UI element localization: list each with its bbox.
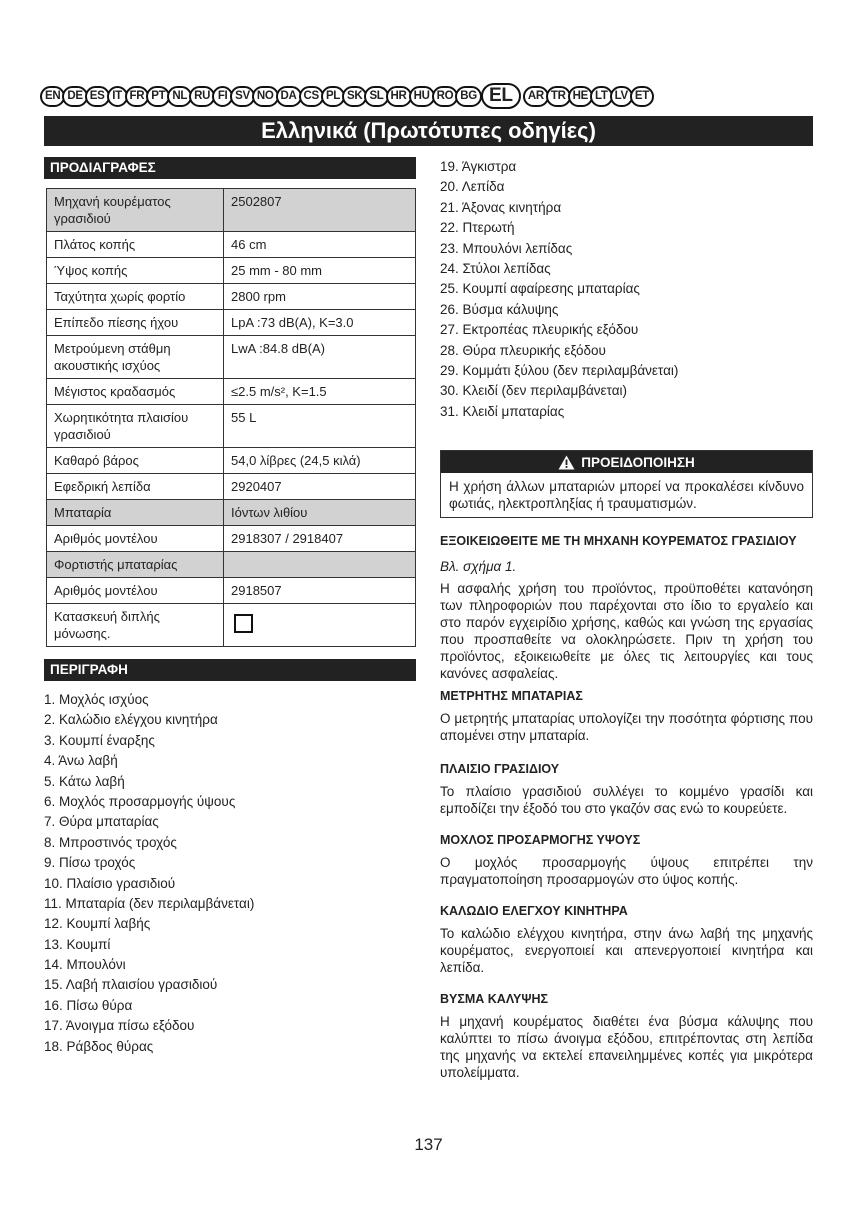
description-heading: ΠΕΡΙΓΡΑΦΗ	[44, 659, 416, 681]
double-insulation-icon	[234, 614, 253, 633]
list-item: 17. Άνοιγμα πίσω εξόδου	[44, 1018, 195, 1034]
list-item: 23. Μπουλόνι λεπίδας	[440, 240, 573, 256]
list-item: 26. Βύσμα κάλυψης	[440, 301, 559, 317]
lang-pill[interactable]: FI	[212, 86, 233, 107]
section-text: Το καλώδιο ελέγχου κινητήρα, στην άνω λαβή της μηχανής κουρέματος, ενεργοποιεί και απενεργοποιεί κινητήρα και λεπίδα.	[440, 926, 813, 976]
spec-label: Αριθμός μοντέλου	[47, 578, 224, 604]
spec-label: Εφεδρική λεπίδα	[47, 474, 224, 500]
list-item: 4. Άνω λαβή	[44, 753, 118, 769]
lang-pill[interactable]: PT	[146, 86, 170, 107]
list-item: 24. Στύλοι λεπίδας	[440, 260, 551, 276]
table-row	[47, 448, 416, 474]
list-item: 11. Μπαταρία (δεν περιλαμβάνεται)	[44, 895, 255, 911]
lang-pill[interactable]: LT	[590, 86, 613, 107]
spec-label: Αριθμός μοντέλου	[47, 526, 224, 552]
lang-pill[interactable]: DA	[276, 86, 302, 107]
spec-value: Ιόντων λιθίου	[224, 500, 416, 526]
spec-label: Χωρητικότητα πλαισίου γρασιδιού	[47, 405, 224, 448]
list-item: 28. Θύρα πλευρικής εξόδου	[440, 342, 606, 358]
spec-label: Μηχανή κουρέματος γρασιδιού	[47, 189, 224, 232]
spec-label: Καθαρό βάρος	[47, 448, 224, 474]
lang-pill[interactable]: LV	[610, 86, 633, 107]
section-text: Ο μετρητής μπαταρίας υπολογίζει την ποσότητα φόρτισης που απομένει στην μπαταρία.	[440, 711, 813, 744]
list-item: 5. Κάτω λαβή	[44, 773, 125, 789]
language-bar	[40, 83, 814, 109]
list-item: 2. Καλώδιο ελέγχου κινητήρα	[44, 712, 218, 728]
spec-value: ≤2.5 m/s², K=1.5	[224, 379, 416, 405]
list-item: 29. Κομμάτι ξύλου (δεν περιλαμβάνεται)	[440, 362, 679, 378]
spec-label: Επίπεδο πίεσης ήχου	[47, 310, 224, 336]
warning-triangle-icon	[558, 455, 575, 470]
table-row	[47, 474, 416, 500]
list-item: 12. Κουμπί λαβής	[44, 916, 151, 932]
list-item: 19. Άγκιστρα	[440, 159, 517, 174]
lang-pill[interactable]: ET	[630, 86, 654, 107]
table-row	[47, 232, 416, 258]
spec-value	[224, 552, 416, 578]
section-heading: ΒΥΣΜΑ ΚΑΛΥΨΗΣ	[440, 992, 549, 1007]
table-row	[47, 500, 416, 526]
table-row	[47, 284, 416, 310]
lang-pill[interactable]: PL	[321, 86, 345, 107]
spec-value: 2800 rpm	[224, 284, 416, 310]
lang-pill[interactable]: ES	[85, 86, 110, 107]
list-item: 13. Κουμπί	[44, 936, 111, 952]
lang-pill[interactable]: RO	[432, 86, 459, 107]
spec-label: Φορτιστής μπαταρίας	[47, 552, 224, 578]
lang-pill[interactable]: HE	[568, 86, 593, 107]
right-column	[440, 157, 813, 1081]
table-row	[47, 604, 416, 647]
section-heading: ΠΛΑΙΣΙΟ ΓΡΑΣΙΔΙΟΥ	[440, 762, 560, 777]
spec-value: 25 mm - 80 mm	[224, 258, 416, 284]
section-text: Η ασφαλής χρήση του προϊόντος, προϋποθέτει κατανόηση των πληροφοριών που παρέχονται στο ίδιο το εργαλείο και στο παρόν εγχειρίδιο χρήσης, καθώς και γνώση της εργασίας που προσπαθείτε να ολοκληρώσετε. Πριν τη χρήση του προϊόντος, εξοικειωθείτε με όλες τις λειτουργίες και τους κανόνες ασφαλείας.	[440, 581, 813, 682]
table-row	[47, 405, 416, 448]
table-row	[47, 189, 416, 232]
list-item: 14. Μπουλόνι	[44, 957, 126, 973]
table-row	[47, 336, 416, 379]
lang-pill-active[interactable]: EL	[481, 83, 521, 109]
lang-pill[interactable]: EN	[40, 86, 65, 107]
spec-label: Μετρούμενη στάθμη ακουστικής ισχύος	[47, 336, 224, 379]
lang-pill[interactable]: DE	[62, 86, 87, 107]
lang-pill[interactable]: SK	[342, 86, 367, 107]
list-item: 31. Κλειδί μπαταρίας	[440, 403, 565, 419]
lang-pill[interactable]: NL	[167, 86, 192, 107]
spec-value: 2918507	[224, 578, 416, 604]
section-heading: ΕΞΟΙΚΕΙΩΘΕΙΤΕ ΜΕ ΤΗ ΜΗΧΑΝΗ ΚΟΥΡΕΜΑΤΟΣ ΓΡΑΣΙΔΙΟΥ	[440, 534, 797, 549]
list-item: 10. Πλαίσιο γρασιδιού	[44, 875, 176, 891]
lang-pill[interactable]: HR	[386, 86, 412, 107]
spec-label: Πλάτος κοπής	[47, 232, 224, 258]
lang-pill[interactable]: TR	[546, 86, 571, 107]
lang-pill[interactable]: RU	[189, 86, 215, 107]
lang-pill[interactable]: SV	[230, 86, 255, 107]
list-item: 7. Θύρα μπαταρίας	[44, 814, 159, 830]
list-item: 3. Κουμπί έναρξης	[44, 732, 155, 748]
section-text: Το πλαίσιο γρασιδιού συλλέγει το κομμένο γρασίδι και εμποδίζει την έξοδό του στο γκαζόν σας ενώ το κουρεύετε.	[440, 784, 813, 817]
lang-pill[interactable]: BG	[455, 86, 482, 107]
list-item: 20. Λεπίδα	[440, 179, 505, 195]
section-text: Η μηχανή κουρέματος διαθέτει ένα βύσμα κάλυψης που καλύπτει το πίσω άνοιγμα εξόδου, επιτρέποντας στη λεπίδα της μηχανής να εκτελεί επανειλημμένες κοπές για μικρότερα υπολείμματα.	[440, 1014, 813, 1081]
list-item: 9. Πίσω τροχός	[44, 855, 136, 871]
section-heading: ΜΟΧΛΟΣ ΠΡΟΣΑΡΜΟΓΗΣ ΥΨΟΥΣ	[440, 833, 641, 848]
table-row	[47, 552, 416, 578]
lang-pill[interactable]: CS	[299, 86, 324, 107]
list-item: 18. Ράβδος θύρας	[44, 1038, 154, 1054]
spec-value: 2918307 / 2918407	[224, 526, 416, 552]
left-column	[44, 157, 416, 1057]
lang-pill[interactable]: AR	[523, 86, 549, 107]
warning-box	[440, 450, 813, 518]
spec-value: 55 L	[224, 405, 416, 448]
spec-value-icon-cell	[224, 604, 416, 647]
table-row	[47, 258, 416, 284]
lang-pill[interactable]: HU	[409, 86, 435, 107]
list-item: 1. Μοχλός ισχύος	[44, 692, 149, 707]
spec-value: 54,0 λίβρες (24,5 κιλά)	[224, 448, 416, 474]
lang-pill[interactable]: FR	[125, 86, 150, 107]
specs-table	[46, 188, 416, 647]
table-row	[47, 578, 416, 604]
parts-list-left	[44, 690, 416, 1057]
spec-label: Μπαταρία	[47, 500, 224, 526]
lang-pill[interactable]: SL	[364, 86, 388, 107]
specs-heading: ΠΡΟΔΙΑΓΡΑΦΕΣ	[44, 157, 416, 179]
list-item: 8. Μπροστινός τροχός	[44, 834, 177, 850]
table-row	[47, 526, 416, 552]
list-item: 16. Πίσω θύρα	[44, 997, 133, 1013]
spec-value: LpA :73 dB(A), K=3.0	[224, 310, 416, 336]
spec-value: LwA :84.8 dB(A)	[224, 336, 416, 379]
list-item: 21. Άξονας κινητήρα	[440, 199, 562, 215]
warning-text: Η χρήση άλλων μπαταριών μπορεί να προκαλέσει κίνδυνο φωτιάς, ηλεκτροπληξίας ή τραυματισμών.	[449, 479, 804, 512]
spec-value: 2502807	[224, 189, 416, 232]
list-item: 30. Κλειδί (δεν περιλαμβάνεται)	[440, 383, 628, 399]
warning-header	[441, 451, 812, 473]
list-item: 22. Πτερωτή	[440, 220, 515, 236]
parts-list-right	[440, 157, 813, 422]
list-item: 15. Λαβή πλαισίου γρασιδιού	[44, 977, 218, 993]
list-item: 6. Μοχλός προσαρμογής ύψους	[44, 793, 236, 809]
lang-pill[interactable]: IT	[107, 86, 128, 107]
list-item: 25. Κουμπί αφαίρεσης μπαταρίας	[440, 281, 640, 297]
lang-pill[interactable]: NO	[252, 86, 279, 107]
warning-heading: ΠΡΟΕΙΔΟΠΟΙΗΣΗ	[581, 454, 695, 470]
spec-label: Ύψος κοπής	[47, 258, 224, 284]
section-text: Ο μοχλός προσαρμογής ύψους επιτρέπει την πραγματοποίηση προσαρμογών στο ύψος κοπής.	[440, 855, 813, 888]
section-heading: ΜΕΤΡΗΤΗΣ ΜΠΑΤΑΡΙΑΣ	[440, 689, 583, 704]
page-number: 137	[414, 1135, 443, 1154]
spec-label: Κατασκευή διπλής μόνωσης.	[47, 604, 224, 647]
table-row	[47, 379, 416, 405]
spec-label: Μέγιστος κραδασμός	[47, 379, 224, 405]
section-heading: ΚΑΛΩΔΙΟ ΕΛΕΓΧΟΥ ΚΙΝΗΤΗΡΑ	[440, 904, 628, 919]
figure-reference: Βλ. σχήμα 1.	[440, 559, 517, 575]
spec-value: 46 cm	[224, 232, 416, 258]
spec-value: 2920407	[224, 474, 416, 500]
spec-label: Ταχύτητα χωρίς φορτίο	[47, 284, 224, 310]
page-title: Ελληνικά (Πρωτότυπες οδηγίες)	[44, 116, 813, 146]
list-item: 27. Εκτροπέας πλευρικής εξόδου	[440, 322, 639, 338]
table-row	[47, 310, 416, 336]
